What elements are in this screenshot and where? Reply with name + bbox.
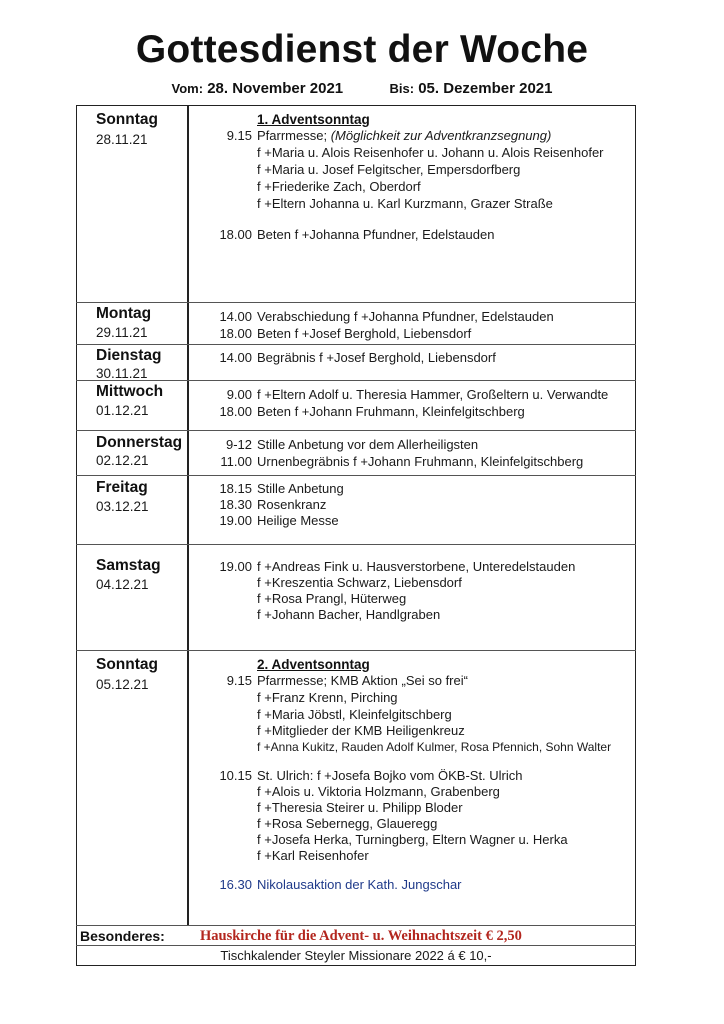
service-entry: 10.15 St. Ulrich: f +Josefa Bojko vom ÖKB-St. Ulrich xyxy=(219,768,523,783)
day-name: Donnerstag xyxy=(96,434,183,451)
service-entry: f +Eltern Johanna u. Karl Kurzmann, Grazer Straße xyxy=(257,196,553,211)
to-label: Bis: xyxy=(389,81,415,96)
service-entry: f +Josefa Herka, Turningberg, Eltern Wagner u. Herka xyxy=(257,832,568,847)
service-entry: f +Alois u. Viktoria Holzmann, Grabenberg xyxy=(257,784,500,799)
service-entry: 18.30 Rosenkranz xyxy=(219,497,327,512)
besonderes-label: Besonderes: xyxy=(80,928,165,944)
service-entry: 9-12 Stille Anbetung vor dem Allerheiligsten xyxy=(225,437,479,452)
service-entry: 18.00 Beten f +Johanna Pfundner, Edelstauden xyxy=(219,227,495,242)
day-date: 29.11.21 xyxy=(96,325,148,340)
service-entry: 11.00 Urnenbegräbnis f +Johann Fruhmann, Kleinfelgitschberg xyxy=(220,454,584,469)
row-divider xyxy=(76,475,636,476)
day-name: Sonntag xyxy=(96,111,158,128)
service-entry: 18.15 Stille Anbetung xyxy=(219,481,344,496)
day-date: 03.12.21 xyxy=(96,499,149,514)
service-entry: 18.00 Beten f +Josef Berghold, Liebensdorf xyxy=(219,326,472,341)
service-entry: 18.00 Beten f +Johann Fruhmann, Kleinfelgitschberg xyxy=(219,404,525,419)
service-entry: 14.00 Begräbnis f +Josef Berghold, Liebensdorf xyxy=(219,350,496,365)
service-entry: f +Theresia Steirer u. Philipp Bloder xyxy=(257,800,463,815)
day-date: 01.12.21 xyxy=(96,403,149,418)
day-date: 28.11.21 xyxy=(96,132,148,147)
row-divider xyxy=(76,380,636,381)
service-entry: f +Kreszentia Schwarz, Liebensdorf xyxy=(257,575,462,590)
from-label: Vom: xyxy=(171,81,204,96)
service-entry: 14.00 Verabschiedung f +Johanna Pfundner, Edelstauden xyxy=(219,309,554,324)
day-name: Sonntag xyxy=(96,656,158,673)
besonderes-text: Hauskirche für die Advent- u. Weihnachtszeit € 2,50 xyxy=(200,928,522,944)
service-entry: 9.15 Pfarrmesse; (Möglichkeit zur Adventkranzsegnung) xyxy=(226,128,552,143)
row-divider xyxy=(76,925,636,926)
service-entry: f +Maria u. Josef Felgitscher, Empersdorfberg xyxy=(257,162,521,177)
date-range xyxy=(0,80,724,97)
page-title: Gottesdienst der Woche xyxy=(135,28,589,71)
to-date: 05. Dezember 2021 xyxy=(418,80,553,97)
service-entry: 19.00 f +Andreas Fink u. Hausverstorbene, Unteredelstauden xyxy=(219,559,576,574)
footer-note: Tischkalender Steyler Missionare 2022 á € 10,- xyxy=(220,948,492,963)
service-entry: f +Karl Reisenhofer xyxy=(257,848,369,863)
service-entry: 19.00 Heilige Messe xyxy=(219,513,339,528)
day-date: 04.12.21 xyxy=(96,577,149,592)
service-entry: f +Rosa Prangl, Hüterweg xyxy=(257,591,407,606)
row-divider xyxy=(76,430,636,431)
day-date: 30.11.21 xyxy=(96,366,148,381)
service-entry: f +Friederike Zach, Oberdorf xyxy=(257,179,421,194)
service-entry: f +Anna Kukitz, Rauden Adolf Kulmer, Rosa Pfennich, Sohn Walter xyxy=(257,740,612,754)
row-divider xyxy=(76,650,636,651)
service-entry: 9.15 Pfarrmesse; KMB Aktion „Sei so frei“ xyxy=(226,673,468,688)
day-name: Dienstag xyxy=(96,347,162,364)
day-name: Mittwoch xyxy=(96,383,164,400)
feast-heading: 2. Adventsonntag xyxy=(257,657,370,672)
feast-heading: 1. Adventsonntag xyxy=(257,112,370,127)
day-name: Samstag xyxy=(96,557,161,574)
service-entry: f +Johann Bacher, Handlgraben xyxy=(257,607,441,622)
row-divider xyxy=(76,302,636,303)
row-divider xyxy=(76,344,636,345)
day-date: 02.12.21 xyxy=(96,453,149,468)
row-divider xyxy=(76,945,636,946)
day-date: 05.12.21 xyxy=(96,677,149,692)
service-entry: 16.30 Nikolausaktion der Kath. Jungschar xyxy=(219,877,462,892)
service-entry: f +Rosa Sebernegg, Glaueregg xyxy=(257,816,438,831)
service-entry: 9.00 f +Eltern Adolf u. Theresia Hammer, Großeltern u. Verwandte xyxy=(226,387,609,402)
service-entry: f +Maria u. Alois Reisenhofer u. Johann u. Alois Reisenhofer xyxy=(257,145,604,160)
column-divider xyxy=(187,105,189,926)
from-date: 28. November 2021 xyxy=(207,80,344,97)
service-entry: f +Franz Krenn, Pirching xyxy=(257,690,398,705)
service-entry: f +Mitglieder der KMB Heiligenkreuz xyxy=(257,723,465,738)
row-divider xyxy=(76,544,636,545)
day-name: Montag xyxy=(96,305,152,322)
service-entry: f +Maria Jöbstl, Kleinfelgitschberg xyxy=(257,707,452,722)
day-name: Freitag xyxy=(96,479,148,496)
